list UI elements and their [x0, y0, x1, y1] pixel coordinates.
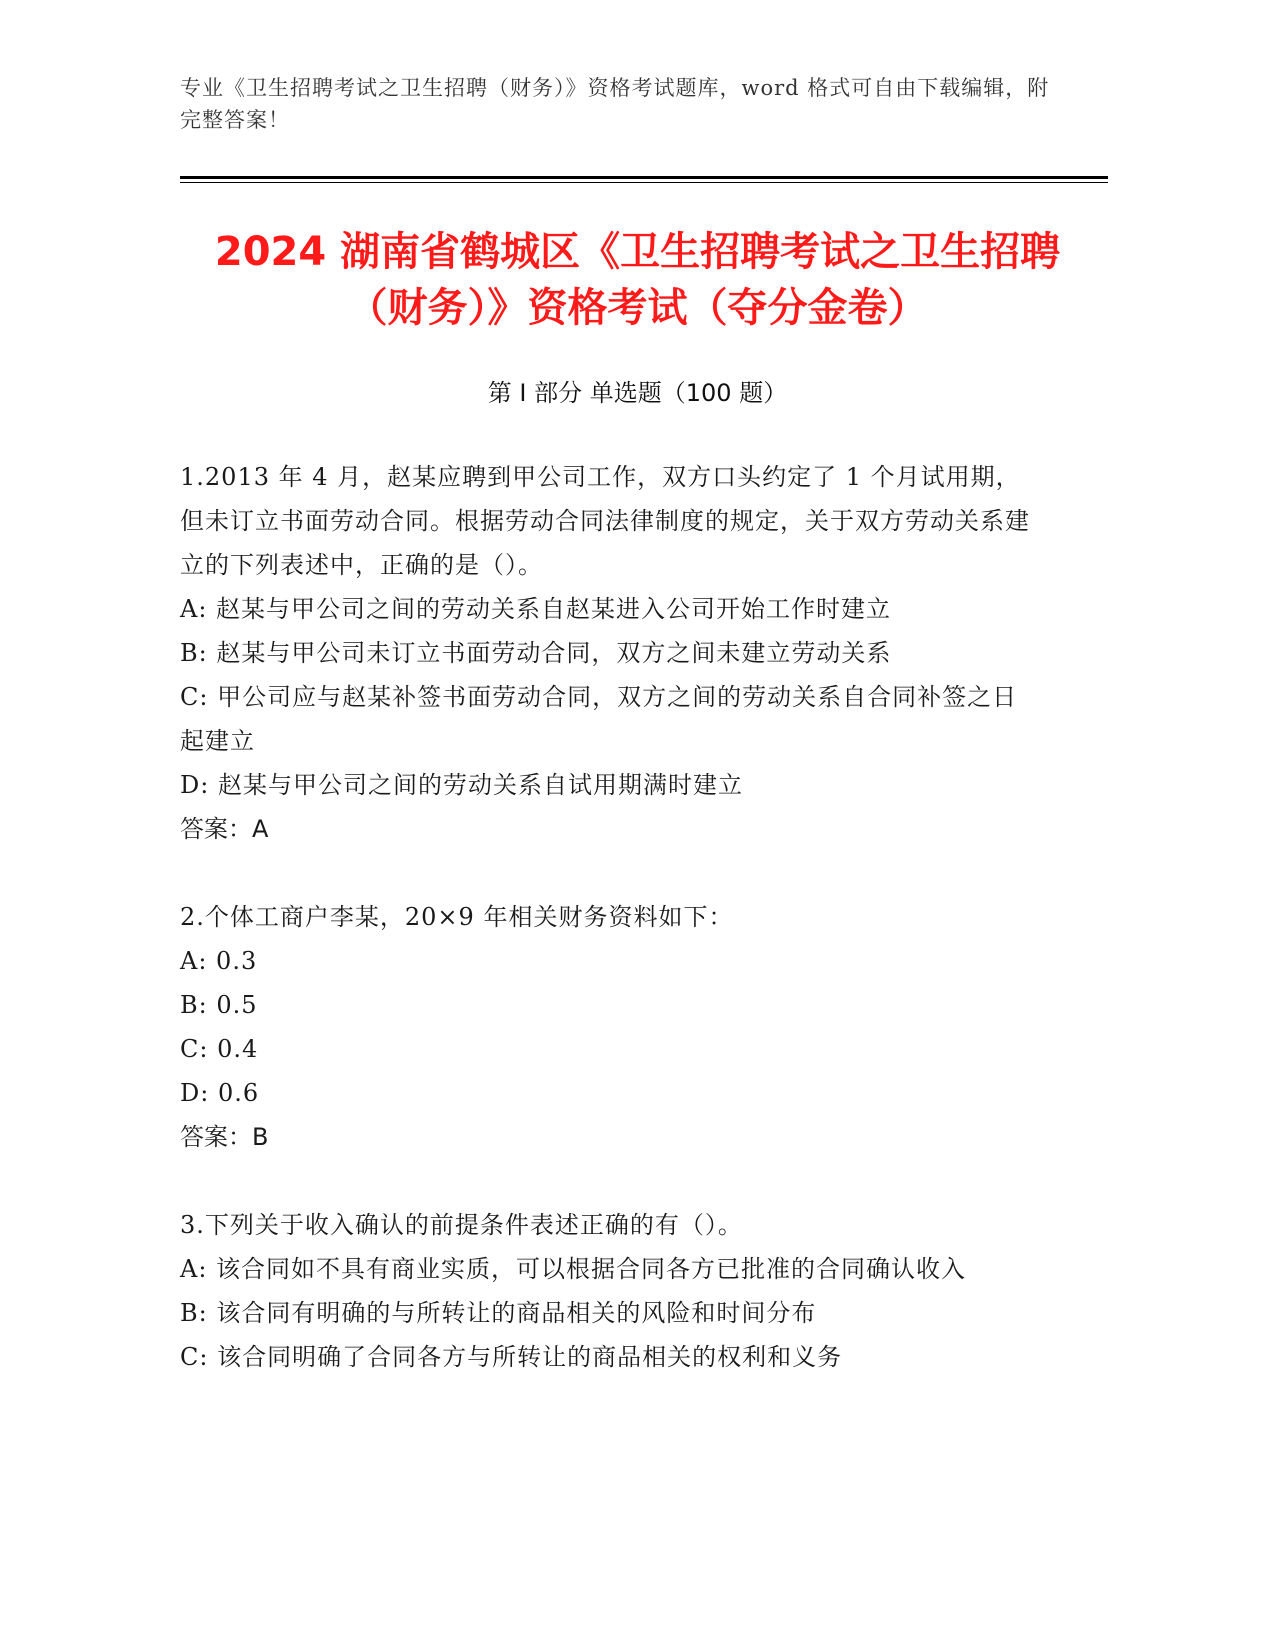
answer-line: 答案：B: [180, 1123, 269, 1151]
option-d: D: 0.6: [180, 1079, 260, 1107]
question-1: [180, 455, 1030, 851]
question-3: [180, 1203, 1030, 1379]
question-text: 2.个体工商户李某，20×9 年相关财务资料如下：: [180, 903, 734, 931]
header-note: 专业《卫生招聘考试之卫生招聘（财务）》资格考试题库，word 格式可自由下载编辑，附完整答案！: [180, 76, 1050, 132]
option-d: D: 赵某与甲公司之间的劳动关系自试用期满时建立: [180, 771, 743, 799]
question-text: 3.下列关于收入确认的前提条件表述正确的有（）。: [180, 1211, 743, 1239]
option-b: B: 赵某与甲公司未订立书面劳动合同，双方之间未建立劳动关系: [180, 639, 892, 667]
option-a: A: 赵某与甲公司之间的劳动关系自赵某进入公司开始工作时建立: [180, 595, 892, 623]
answer-line: 答案：A: [180, 815, 269, 843]
option-b: B: 该合同有明确的与所转让的商品相关的风险和时间分布: [180, 1299, 817, 1327]
question-2: [180, 895, 1030, 1159]
header-divider-thin: [180, 182, 1108, 183]
option-c: C: 该合同明确了合同各方与所转让的商品相关的权利和义务: [180, 1343, 843, 1371]
document-title: 2024 湖南省鹤城区《卫生招聘考试之卫生招聘（财务）》资格考试（夺分金卷）: [214, 229, 1061, 331]
option-b: B: 0.5: [180, 991, 258, 1019]
section-heading: 第 I 部分 单选题（100 题）: [487, 379, 788, 407]
question-list: [180, 455, 1030, 1423]
question-text: 1.2013 年 4 月，赵某应聘到甲公司工作，双方口头约定了 1 个月试用期，但未订立书面劳动合同。根据劳动合同法律制度的规定，关于双方劳动关系建立的下列表述中，正确的是（）。: [180, 463, 1030, 579]
option-c: C: 甲公司应与赵某补签书面劳动合同，双方之间的劳动关系自合同补签之日起建立: [180, 683, 1018, 755]
header-divider-thick: [180, 176, 1108, 179]
option-c: C: 0.4: [180, 1035, 259, 1063]
option-a: A: 该合同如不具有商业实质，可以根据合同各方已批准的合同确认收入: [180, 1255, 967, 1283]
option-a: A: 0.3: [180, 947, 258, 975]
